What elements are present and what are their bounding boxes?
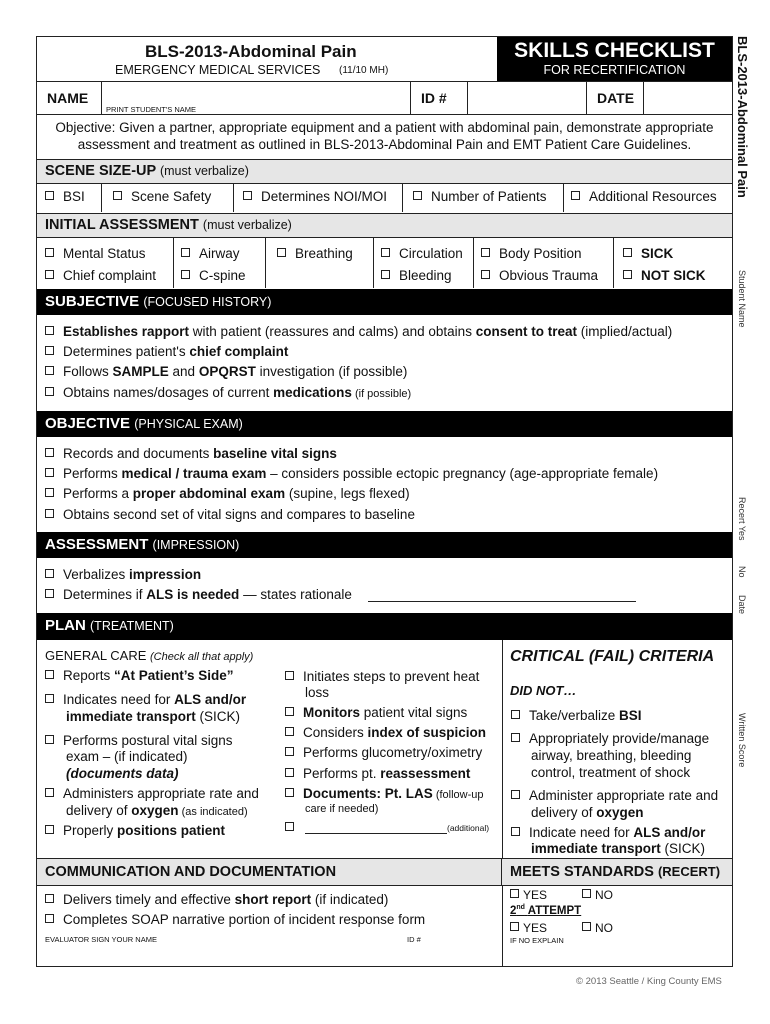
scene-item-resources[interactable]: Additional Resources	[571, 189, 717, 204]
side-title: BLS-2013-Abdominal Pain	[735, 36, 750, 198]
checkbox[interactable]	[45, 191, 54, 200]
checkbox[interactable]	[45, 509, 54, 518]
checkbox[interactable]	[285, 788, 294, 797]
plan-documents-las[interactable]: Documents: Pt. LAS (follow-up	[285, 786, 484, 801]
footer-copyright: © 2013 Seattle / King County EMS	[576, 976, 722, 987]
checkbox[interactable]	[285, 768, 294, 777]
checkbox[interactable]	[45, 569, 54, 578]
checkbox[interactable]	[481, 248, 490, 257]
checkbox[interactable]	[181, 248, 190, 257]
crit-airway[interactable]: Appropriately provide/manage	[511, 731, 709, 746]
side-recert-yes: Recert Yes	[737, 497, 747, 541]
plan-header: PLAN (TREATMENT)	[37, 613, 732, 640]
objective-line-1: Objective: Given a partner, appropriate equipment and a patient with abdominal pain, demonstrate appropriate	[55, 120, 714, 135]
side-date: Date	[737, 595, 747, 615]
evaluator-id-label: ID #	[407, 935, 421, 944]
plan-als-need[interactable]: Indicates need for ALS and/or	[45, 692, 246, 707]
checkbox[interactable]	[413, 191, 422, 200]
plan-als-need-cont: immediate transport (SICK)	[66, 709, 241, 724]
plan-glucometry[interactable]: Performs glucometry/oximetry	[285, 745, 482, 760]
additional-line[interactable]	[305, 833, 447, 834]
checkbox[interactable]	[285, 822, 294, 831]
crit-als[interactable]: Indicate need for ALS and/or	[511, 825, 705, 840]
checkbox[interactable]	[582, 922, 591, 931]
plan-reassessment[interactable]: Performs pt. reassessment	[285, 766, 470, 781]
subj-chief-complaint[interactable]: Determines patient's chief complaint	[45, 344, 288, 359]
checkbox[interactable]	[45, 468, 54, 477]
checkbox[interactable]	[623, 248, 632, 257]
standards-header: MEETS STANDARDS (RECERT)	[502, 858, 732, 886]
crit-airway-cont-2: control, treatment of shock	[531, 765, 691, 780]
ia-sick[interactable]: SICK	[623, 246, 673, 261]
plan-documents-data: (documents data)	[66, 766, 179, 781]
checkbox[interactable]	[45, 248, 54, 257]
ia-bleeding[interactable]: Bleeding	[381, 268, 452, 283]
subj-sample[interactable]: Follows SAMPLE and OPQRST investigation (if possible)	[45, 364, 407, 379]
name-label: NAME	[47, 90, 89, 106]
checkbox[interactable]	[45, 788, 54, 797]
scene-item-patients[interactable]: Number of Patients	[413, 189, 547, 204]
name-hint: PRINT STUDENT'S NAME	[106, 105, 197, 114]
checkbox[interactable]	[481, 270, 490, 279]
checkbox[interactable]	[285, 671, 294, 680]
obj-second-vitals[interactable]: Obtains second set of vital signs and compares to baseline	[45, 507, 415, 522]
date-label: DATE	[597, 90, 635, 106]
standards-no[interactable]: NO	[582, 888, 613, 902]
org-name: EMERGENCY MEDICAL SERVICES	[115, 63, 321, 77]
plan-additional[interactable]	[285, 820, 303, 835]
crit-bsi[interactable]: Take/verbalize BSI	[511, 708, 642, 723]
checkbox[interactable]	[45, 270, 54, 279]
side-student-name: Student Name	[737, 270, 747, 328]
general-care-label: GENERAL CARE (Check all that apply)	[45, 648, 254, 663]
plan-oxygen-cont: delivery of oxygen (as indicated)	[66, 803, 248, 818]
ia-body-position[interactable]: Body Position	[481, 246, 582, 261]
checkbox[interactable]	[511, 733, 520, 742]
checkbox[interactable]	[45, 894, 54, 903]
date-field[interactable]	[643, 81, 732, 114]
checkbox[interactable]	[623, 270, 632, 279]
obj-medical-exam[interactable]: Performs medical / trauma exam – considers possible ectopic pregnancy (age-appropriate female)	[45, 466, 658, 481]
version: (11/10 MH)	[339, 65, 389, 76]
plan-oxygen[interactable]: Administers appropriate rate and	[45, 786, 259, 801]
crit-airway-cont-1: airway, breathing, bleeding	[531, 748, 692, 763]
communication-header: COMMUNICATION AND DOCUMENTATION	[37, 858, 502, 886]
ia-obvious-trauma[interactable]: Obvious Trauma	[481, 268, 598, 283]
ia-cspine[interactable]: C-spine	[181, 268, 246, 283]
assessment-header: ASSESSMENT (IMPRESSION)	[37, 532, 732, 558]
checkbox[interactable]	[45, 346, 54, 355]
objective-text	[37, 119, 732, 153]
side-no: No	[737, 566, 747, 578]
checkbox[interactable]	[45, 825, 54, 834]
initial-assessment-header: INITIAL ASSESSMENT (must verbalize)	[37, 213, 732, 238]
checkbox[interactable]	[45, 589, 54, 598]
checkbox[interactable]	[571, 191, 580, 200]
checkbox[interactable]	[45, 448, 54, 457]
checkbox[interactable]	[285, 727, 294, 736]
ia-chief-complaint[interactable]: Chief complaint	[45, 268, 156, 283]
ia-not-sick[interactable]: NOT SICK	[623, 268, 706, 283]
side-written-score: Written Score	[737, 713, 747, 768]
plan-monitors-vitals[interactable]: Monitors patient vital signs	[285, 705, 467, 720]
subj-rapport[interactable]: Establishes rapport with patient (reassures and calms) and obtains consent to treat (implied/actual)	[45, 324, 672, 339]
scene-item-safety[interactable]: Scene Safety	[113, 189, 211, 204]
comm-soap[interactable]: Completes SOAP narrative portion of incident response form	[45, 912, 425, 927]
checkbox[interactable]	[285, 707, 294, 716]
checkbox[interactable]	[582, 889, 591, 898]
checkbox[interactable]	[381, 248, 390, 257]
crit-als-cont: immediate transport (SICK)	[531, 841, 706, 856]
asmt-impression[interactable]: Verbalizes impression	[45, 567, 201, 582]
checkbox[interactable]	[45, 694, 54, 703]
subjective-header: SUBJECTIVE (FOCUSED HISTORY)	[37, 289, 732, 315]
checkbox[interactable]	[45, 735, 54, 744]
checkbox[interactable]	[45, 326, 54, 335]
did-not-label: DID NOT…	[510, 683, 577, 698]
checklist-title: SKILLS CHECKLIST	[514, 39, 715, 62]
objective-line-2: assessment and treatment as outlined in BLS-2013-Abdominal Pain and EMT Patient Care Guidelines.	[77, 137, 692, 152]
plan-index-suspicion[interactable]: Considers index of suspicion	[285, 725, 486, 740]
form-title: BLS-2013-Abdominal Pain	[145, 42, 357, 61]
header-left	[37, 37, 497, 81]
checkbox[interactable]	[277, 248, 286, 257]
checklist-sheet	[36, 36, 733, 967]
checkbox[interactable]	[45, 387, 54, 396]
ia-airway[interactable]: Airway	[181, 246, 240, 261]
checkbox[interactable]	[45, 488, 54, 497]
standards-no-2[interactable]: NO	[582, 921, 613, 935]
ia-mental-status[interactable]: Mental Status	[45, 246, 146, 261]
rationale-line[interactable]	[368, 601, 636, 602]
plan-documents-las-cont: care if needed)	[305, 803, 379, 815]
scene-item-bsi[interactable]: BSI	[45, 189, 85, 204]
checkbox[interactable]	[181, 270, 190, 279]
critical-title: CRITICAL (FAIL) CRITERIA	[510, 648, 715, 665]
checkbox[interactable]	[511, 710, 520, 719]
checkbox[interactable]	[510, 889, 519, 898]
plan-heat-loss[interactable]: Initiates steps to prevent heat	[285, 669, 479, 684]
plan-positions-patient[interactable]: Properly positions patient	[45, 823, 225, 838]
plan-postural-vitals-cont: exam – (if indicated)	[66, 749, 188, 764]
standards-yes[interactable]: YES	[510, 888, 547, 902]
id-field[interactable]	[467, 81, 587, 114]
second-attempt-label: 2nd ATTEMPT	[510, 904, 582, 917]
checkbox[interactable]	[45, 914, 54, 923]
plan-postural-vitals[interactable]: Performs postural vital signs	[45, 733, 233, 748]
additional-label: (additional)	[447, 823, 490, 833]
name-field[interactable]	[101, 81, 411, 114]
objective-header: OBJECTIVE (PHYSICAL EXAM)	[37, 411, 732, 437]
checkbox[interactable]	[113, 191, 122, 200]
checkbox[interactable]	[45, 670, 54, 679]
plan-heat-loss-cont: loss	[305, 685, 330, 700]
checklist-header	[497, 37, 732, 81]
ia-circulation[interactable]: Circulation	[381, 246, 463, 261]
plan-reports[interactable]: Reports “At Patient’s Side”	[45, 668, 234, 683]
crit-oxygen[interactable]: Administer appropriate rate and	[511, 788, 718, 803]
checkbox[interactable]	[381, 270, 390, 279]
ia-breathing[interactable]: Breathing	[277, 246, 353, 261]
comm-short-report[interactable]: Delivers timely and effective short report (if indicated)	[45, 892, 388, 907]
scene-sizeup-header: SCENE SIZE-UP (must verbalize)	[37, 159, 732, 184]
id-label: ID #	[421, 90, 447, 106]
obj-vitals[interactable]: Records and documents baseline vital signs	[45, 446, 337, 461]
checkbox[interactable]	[511, 790, 520, 799]
checklist-sub: FOR RECERTIFICATION	[543, 63, 686, 77]
evaluator-label: EVALUATOR SIGN YOUR NAME	[45, 935, 157, 944]
standards-yes-2[interactable]: YES	[510, 921, 547, 935]
checkbox[interactable]	[511, 827, 520, 836]
checkbox[interactable]	[510, 922, 519, 931]
obj-abdominal-exam[interactable]: Performs a proper abdominal exam (supine, legs flexed)	[45, 486, 410, 501]
if-no-explain: IF NO EXPLAIN	[510, 936, 564, 945]
checkbox[interactable]	[243, 191, 252, 200]
asmt-als-needed[interactable]: Determines if ALS is needed — states rationale	[45, 587, 352, 602]
checkbox[interactable]	[45, 366, 54, 375]
checkbox[interactable]	[285, 747, 294, 756]
crit-oxygen-cont: delivery of oxygen	[531, 805, 644, 820]
subj-medications[interactable]: Obtains names/dosages of current medications (if possible)	[45, 385, 411, 400]
scene-item-noi[interactable]: Determines NOI/MOI	[243, 189, 387, 204]
